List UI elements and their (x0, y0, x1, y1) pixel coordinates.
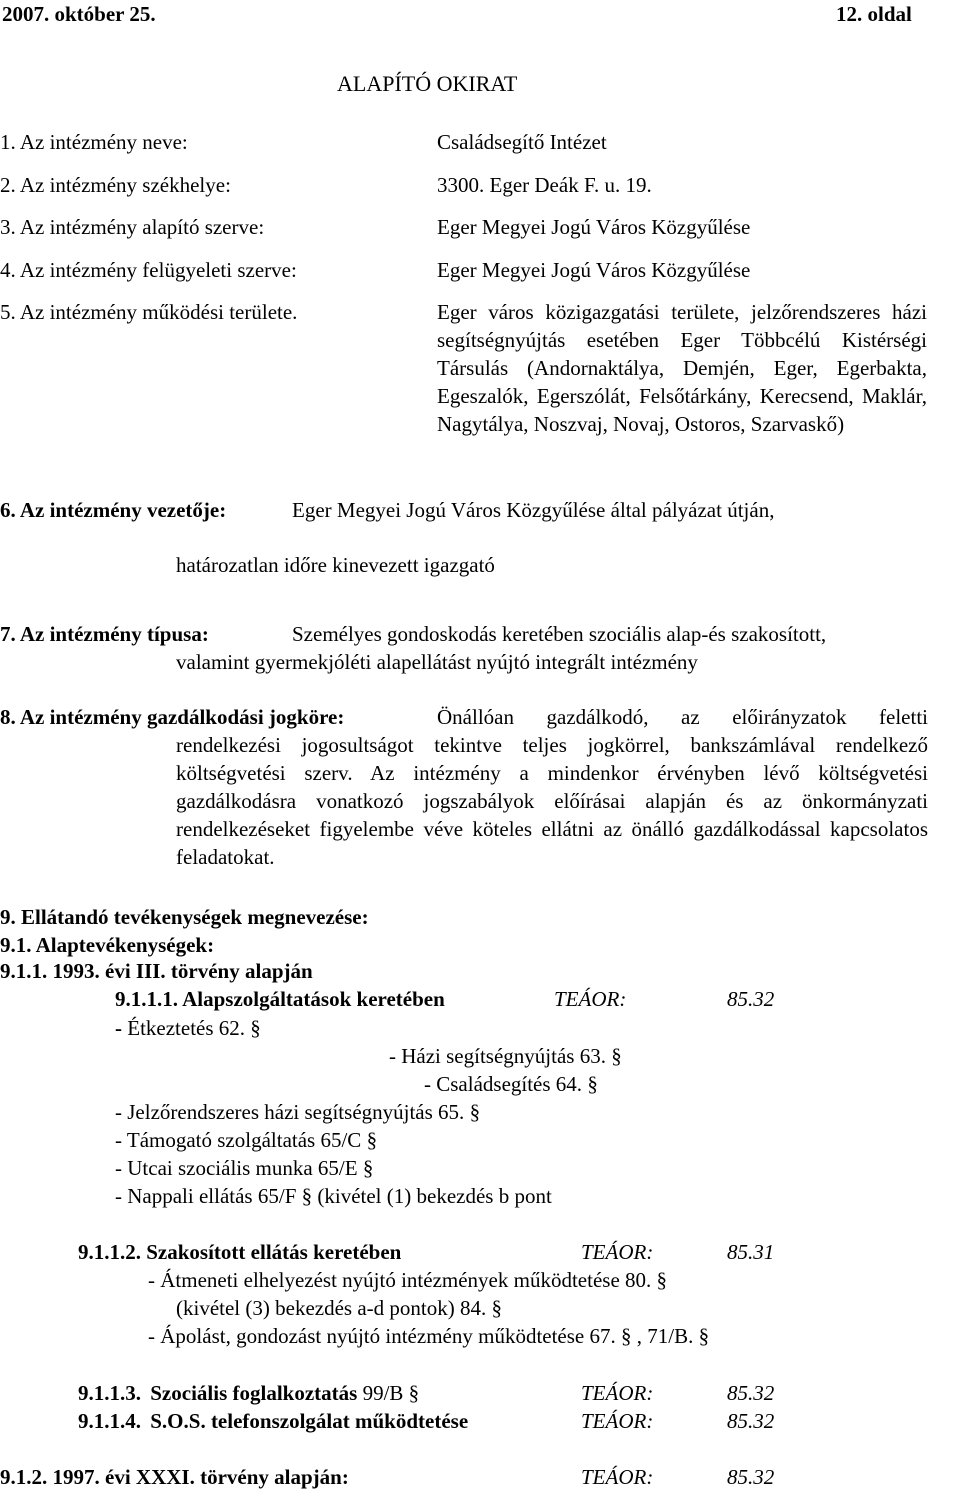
section-sign-icon: § (611, 1044, 622, 1068)
list-item (115, 1154, 373, 1182)
list-item (115, 1014, 261, 1042)
list-item-text: - Támogató szolgáltatás 65/C (115, 1128, 362, 1152)
item-7-label: 7. Az intézmény típusa: (0, 622, 209, 646)
list-item (115, 1126, 377, 1154)
teaor-label: TEÁOR: (581, 1409, 654, 1433)
item-1-value: Családsegítő Intézet (437, 130, 607, 154)
item-8-label: 8. Az intézmény gazdálkodási jogköre: (0, 705, 345, 729)
teaor-code: 85.32 (727, 987, 775, 1011)
list-item-text: - Családsegítés 64. (424, 1072, 583, 1096)
section-9-1-heading: 9.1. Alaptevékenységek: (0, 933, 215, 957)
list-item-text: (kivétel (1) bekezdés b pont (317, 1184, 552, 1208)
header-date: 2007. október 25. (2, 2, 156, 26)
list-dash: - (115, 1016, 122, 1040)
section-9-1-1-2-label: 9.1.1.2. Szakosított ellátás keretében (78, 1240, 402, 1264)
list-item (176, 1294, 502, 1322)
item-1-label: 1. Az intézmény neve: (0, 130, 188, 154)
section-sign-icon: § (698, 1324, 710, 1348)
page-header (0, 0, 960, 30)
list-item-text: Étkeztetés 62. (127, 1016, 246, 1040)
section-sign-icon: § (491, 1296, 502, 1320)
list-item-text: - Utcai szociális munka 65/E (115, 1156, 358, 1180)
list-item (424, 1070, 598, 1098)
teaor-code: 85.32 (727, 1381, 775, 1405)
section-9-1-2-label: 9.1.2. 1997. évi XXXI. törvény alapján: (0, 1465, 349, 1489)
item-6-label: 6. Az intézmény vezetője: (0, 498, 227, 522)
item-7-value-line2: valamint gyermekjóléti alapellátást nyújtó integrált intézmény (176, 650, 698, 674)
list-item-text: - Nappali ellátás 65/F (115, 1184, 297, 1208)
section-number: 9.1.1.3. (78, 1381, 141, 1405)
item-6-value-line1: Eger Megyei Jogú Város Közgyűlése által pályázat útján, (292, 498, 775, 522)
teaor-label: TEÁOR: (581, 1381, 654, 1405)
list-item-text: - Átmeneti elhelyezést nyújtó intézmények működtetése 80. (148, 1268, 652, 1292)
item-3-value: Eger Megyei Jogú Város Közgyűlése (437, 215, 751, 239)
section-sign-icon: § (301, 1184, 313, 1208)
item-6-value-line2: határozatlan időre kinevezett igazgató (176, 553, 495, 577)
item-4-value: Eger Megyei Jogú Város Közgyűlése (437, 258, 751, 282)
item-2-label: 2. Az intézmény székhelye: (0, 173, 231, 197)
list-item (115, 1182, 552, 1210)
section-9-1-1-3 (78, 1379, 419, 1407)
list-item-text: - Jelzőrendszeres házi segítségnyújtás 65. (115, 1100, 465, 1124)
list-item-text: - Ápolást, gondozást nyújtó intézmény működtetése 67. (148, 1324, 616, 1348)
document-title: ALAPÍTÓ OKIRAT (337, 71, 518, 96)
list-item (115, 1098, 480, 1126)
section-9-1-1-1-label: 9.1.1.1. Alapszolgáltatások keretében (115, 987, 445, 1011)
list-item (389, 1042, 622, 1070)
teaor-code: 85.31 (727, 1240, 775, 1264)
section-sign-icon: § (587, 1072, 598, 1096)
item-8-value-line1: Önállóan gazdálkodó, az előirányzatok feletti (437, 705, 928, 729)
header-page-number: 12. oldal (836, 2, 912, 26)
section-sign-icon: § (366, 1128, 378, 1152)
section-9-1-1-4 (78, 1407, 468, 1435)
teaor-label: TEÁOR: (554, 987, 627, 1011)
section-code-text: 99/B (362, 1381, 404, 1405)
section-sign-icon: § (362, 1156, 374, 1180)
list-item-text: - Házi segítségnyújtás 63. (389, 1044, 606, 1068)
list-item-text: (kivétel (3) bekezdés a-d pontok) 84. (176, 1296, 487, 1320)
list-item-text: , 71/B. (636, 1324, 694, 1348)
item-5-label: 5. Az intézmény működési területe. (0, 300, 298, 324)
section-sign-icon: § (408, 1381, 420, 1405)
item-4-label: 4. Az intézmény felügyeleti szerve: (0, 258, 297, 282)
item-8-value-rest: rendelkezési jogosultságot tekintve teljes jogkörrel, bankszámlával rendelkező költségvetési szerv. Az intézmény a mindenkor érvényben lévő költségvetési gazdálkodásra vonatkozó jogszabályok előírásai alapján és az önkormányzati rendelkezéseket figyelembe véve köteles ellátni az önálló gazdálkodással kapcsolatos feladatokat. (176, 733, 928, 869)
list-item (148, 1266, 667, 1294)
section-label: S.O.S. telefonszolgálat működtetése (150, 1409, 469, 1433)
list-item (148, 1322, 709, 1350)
section-9-heading: 9. Ellátandó tevékenységek megnevezése: (0, 905, 369, 929)
section-sign-icon: § (250, 1016, 261, 1040)
section-label: Szociális foglalkoztatás (150, 1381, 358, 1405)
item-5-value: Eger város közigazgatási területe, jelzőrendszeres házi segítségnyújtás esetében Eger Többcélú Kistérségi Társulás (Andornaktálya, Demjén, Eger, Egerbakta, Egeszalók, Egerszólát, Felsőtárkány, Kerecsend, Maklár, Nagytálya, Noszvaj, Novaj, Ostoros, Szarvaskő) (437, 300, 927, 436)
item-2-value: 3300. Eger Deák F. u. 19. (437, 173, 652, 197)
teaor-label: TEÁOR: (581, 1240, 654, 1264)
section-sign-icon: § (469, 1100, 481, 1124)
teaor-code: 85.32 (727, 1409, 775, 1433)
teaor-label: TEÁOR: (581, 1465, 654, 1489)
item-3-label: 3. Az intézmény alapító szerve: (0, 215, 265, 239)
item-7-value-line1: Személyes gondoskodás keretében szociális alap-és szakosított, (292, 622, 827, 646)
section-9-1-1-heading: 9.1.1. 1993. évi III. törvény alapján (0, 959, 313, 983)
section-sign-icon: § (656, 1268, 668, 1292)
section-number: 9.1.1.4. (78, 1409, 141, 1433)
teaor-code: 85.32 (727, 1465, 775, 1489)
section-sign-icon: § (621, 1324, 632, 1348)
